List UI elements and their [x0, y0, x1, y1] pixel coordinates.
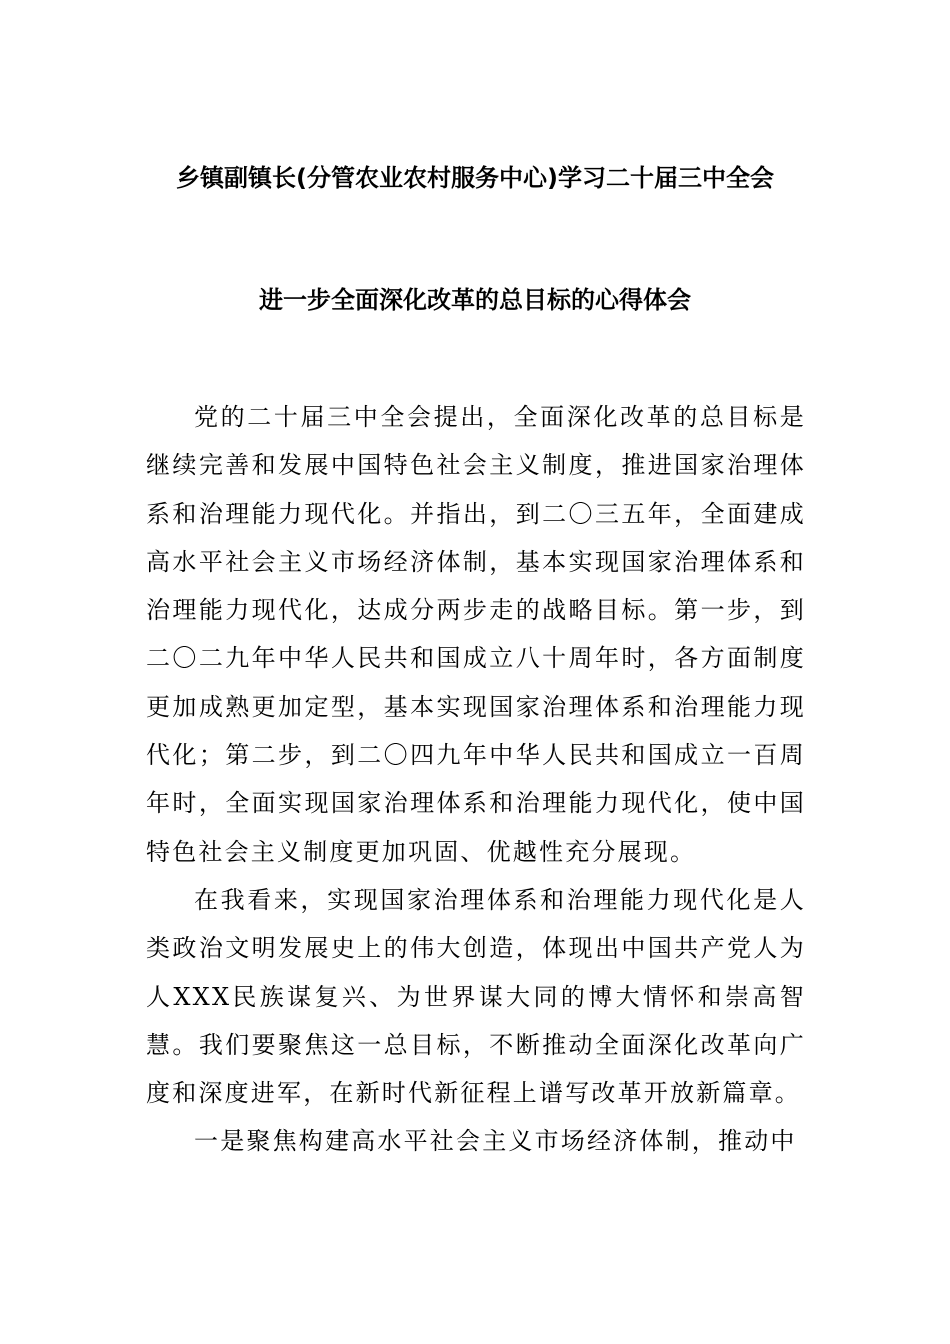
- document-title-line-2: 进一步全面深化改革的总目标的心得体会: [259, 286, 691, 314]
- body-paragraph-1: 党的二十届三中全会提出，全面深化改革的总目标是继续完善和发展中国特色社会主义制度，推进国家治理体系和治理能力现代化。并指出，到二〇三五年，全面建成高水平社会主义市场经济体制，基本实现国家治理体系和治理能力现代化，达成分两步走的战略目标。第一步，到二〇二九年中华人民共和国成立八十周年时，各方面制度更加成熟更加定型，基本实现国家治理体系和治理能力现代化；第二步，到二〇四九年中华人民共和国成立一百周年时，全面实现国家治理体系和治理能力现代化，使中国特色社会主义制度更加巩固、优越性充分展现。: [146, 403, 806, 866]
- body-paragraph-2: 在我看来，实现国家治理体系和治理能力现代化是人类政治文明发展史上的伟大创造，体现出中国共产党人为人XXX民族谋复兴、为世界谋大同的博大情怀和崇高智慧。我们要聚焦这一总目标，不断推动全面深化改革向广度和深度进军，在新时代新征程上谱写改革开放新篇章。: [146, 885, 806, 1108]
- document-body: [146, 393, 806, 1166]
- document-title-line-1: 乡镇副镇长(分管农业农村服务中心)学习二十届三中全会: [176, 164, 774, 192]
- body-paragraph-3: 一是聚焦构建高水平社会主义市场经济体制，推动中: [194, 1127, 797, 1156]
